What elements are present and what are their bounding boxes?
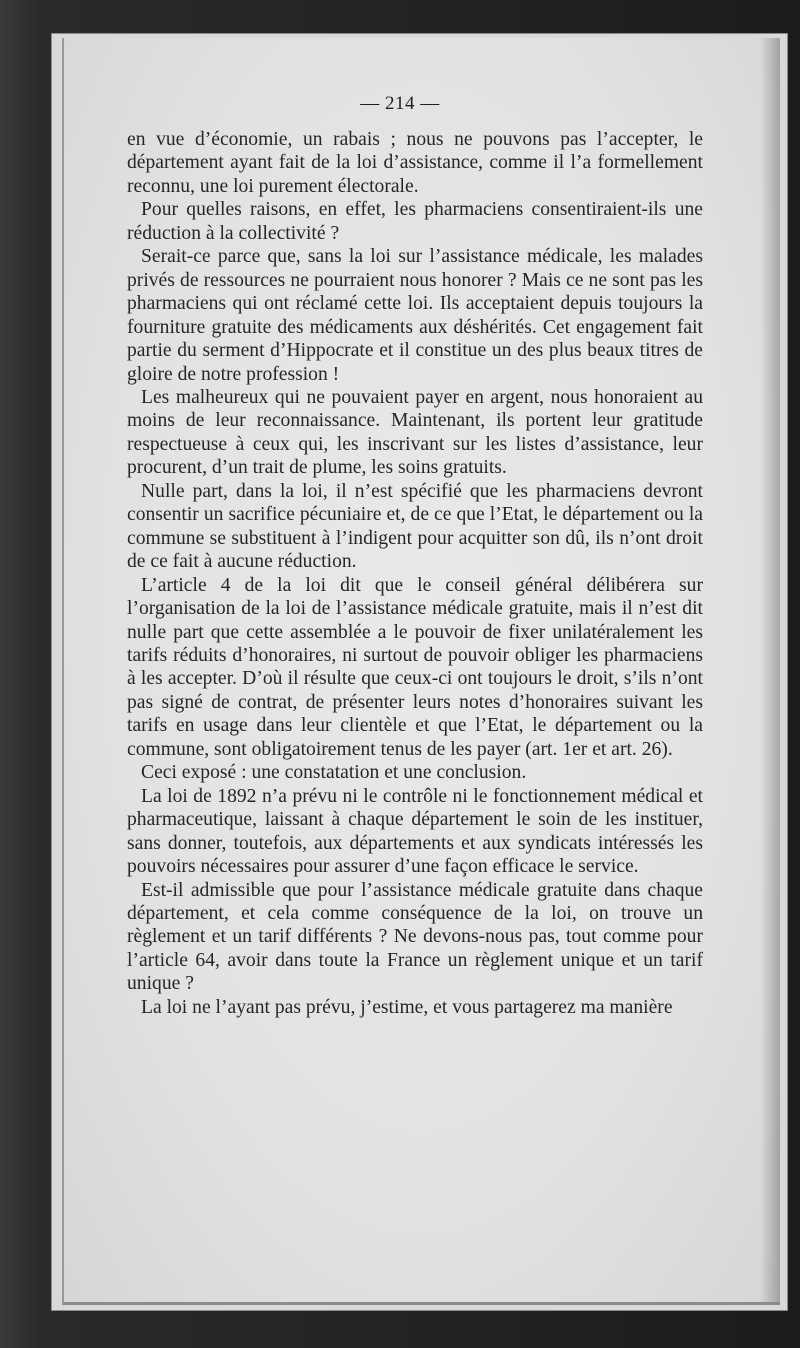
paragraph: Pour quelles raisons, en effet, les pharmaciens consentiraient-ils une réduction à la collectivité ?	[127, 199, 703, 244]
paragraph: Serait-ce parce que, sans la loi sur l’assistance médicale, les malades privés de ressources ne pourraient nous honorer ? Mais ce ne sont pas les pharmaciens qui ont réclamé cette loi. Ils acceptaient depuis toujours la fourniture gratuite des médicaments aux déshérités. Cet engagement fait partie du serment d’Hippocrate et il constitue un des plus beaux titres de gloire de notre profession !	[127, 246, 703, 385]
paragraph: en vue d’économie, un rabais ; nous ne pouvons pas l’accepter, le département ayant fait de la loi d’assistance, comme il l’a formellement reconnu, une loi purement électorale.	[127, 129, 703, 197]
page-number: — 214 —	[360, 93, 440, 114]
body-text	[127, 128, 703, 1019]
paragraph: La loi ne l’ayant pas prévu, j’estime, et vous partagerez ma manière	[141, 996, 673, 1018]
paragraph: Nulle part, dans la loi, il n’est spécifié que les pharmaciens devront consentir un sacrifice pécuniaire et, de ce que l’Etat, le département ou la commune se substituent à l’indigent pour acquitter son dû, ils n’ont droit de ce fait à aucune réduction.	[127, 480, 703, 573]
paragraph: Est-il admissible que pour l’assistance médicale gratuite dans chaque département, et cela comme conséquence de la loi, on trouve un règlement et un tarif différents ? Ne devons-nous pas, tout comme pour l’article 64, avoir dans toute la France un règlement unique et un tarif unique ?	[127, 879, 703, 995]
paragraph: Ceci exposé : une constatation et une conclusion.	[141, 762, 527, 784]
paragraph: La loi de 1892 n’a prévu ni le contrôle ni le fonctionnement médical et pharmaceutique, laissant à chaque département le soin de les instituer, sans donner, toutefois, aux départements et aux syndicats intéressés les pouvoirs nécessaires pour assurer d’une façon efficace le service.	[127, 785, 703, 878]
paragraph: Les malheureux qui ne pouvaient payer en argent, nous honoraient au moins de leur reconnaissance. Maintenant, ils portent leur gratitude respectueuse à ceux qui, les inscrivant sur les listes d’assistance, leur procurent, d’un trait de plume, les soins gratuits.	[127, 386, 703, 479]
binding-shadow	[760, 38, 780, 1302]
paragraph: L’article 4 de la loi dit que le conseil général délibérera sur l’organisation de la loi de l’assistance médicale gratuite, mais il n’est dit nulle part que cette assemblée a le pouvoir de fixer unilatéralement les tarifs réduits d’honoraires, ni surtout de pouvoir obliger les pharmaciens à les accepter. D’où il résulte que ceux-ci ont toujours le droit, s’ils n’ont pas signé de contrat, de présenter leurs notes d’honoraires suivant les tarifs en usage dans leur clientèle et que l’Etat, le département ou la commune, sont obligatoirement tenus de les payer (art. 1er et art. 26).	[127, 574, 703, 760]
